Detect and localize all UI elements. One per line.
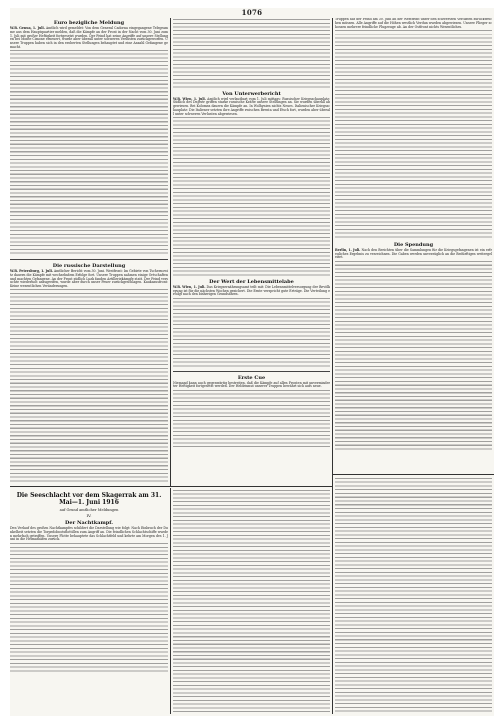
page-number: 1076 bbox=[241, 8, 263, 17]
text-lines bbox=[173, 117, 330, 277]
article-body: Nach den Berichten über die Sammlungen für die Kriegsgefangenen ist ein erfreuliches Ergebnis zu verzeichnen. Die Gaben werden unverzüglich an die Bedürftigen weitergeleitet. bbox=[335, 247, 492, 260]
column-3-lower bbox=[335, 477, 492, 714]
right-column-rule bbox=[332, 474, 494, 475]
text-lines bbox=[335, 478, 492, 712]
article-body: Den Verlauf des großen Nachtkampfes schildert die Darstellung wie folgt: Nach Einbruch der Dunkelheit setzten die Torpedobootsflottillen zum Angriff an. Die feindlichen Schlachtschiffe wurden mehrfach getroffen. Unsere Flotte behauptete das Schlachtfeld und kehrte am Morgen des 1. Juni in die Heimathäfen zurück. bbox=[10, 526, 168, 542]
article-text bbox=[173, 286, 330, 297]
article-body: Das Kriegsernährungsamt teilt mit: Die Lebensmittelversorgung der Bevölkerung ist für die nächsten Wochen gesichert. Die Ernte verspricht gute Erträge. Die Verteilung erfolgt nach den bisherigen Grundsätzen. bbox=[173, 284, 330, 297]
article-body: Amtlicher Bericht vom 30. Juni. Westfront: Im Gebiete von Tschernowitz dauern die Kämpfe mit wechselndem Erfolge fort. Unsere Truppen nahmen einige Ortschaften und machten Gefangene. An der Front südlich Luzk fanden Artilleriekämpfe statt. Der Feind versuchte wiederholt anzugreifen, wurde aber durch unser Feuer zurückgeschlagen. Kaukasusfront: Keine wesentlichen Veränderungen. bbox=[10, 269, 168, 288]
bottom-article-left bbox=[10, 489, 168, 714]
column-rule-2 bbox=[332, 18, 333, 714]
article-heading: Die russische Darstellung bbox=[52, 263, 126, 269]
article-heading: Die Spendung bbox=[393, 241, 434, 248]
article-heading: Die Seeschlacht vor dem Skagerrak am 31. Mai—1. Juni 1916 bbox=[16, 492, 162, 506]
article-text bbox=[173, 98, 330, 117]
section-rule bbox=[10, 486, 332, 487]
text-lines bbox=[173, 298, 330, 368]
dateline: W.B. Wien, 1. Juli. bbox=[173, 96, 206, 101]
article-heading: Von Unterwerbericht bbox=[222, 90, 281, 97]
text-lines bbox=[173, 490, 330, 712]
column-3 bbox=[335, 18, 492, 472]
part-title: Der Nachtkampf. bbox=[65, 520, 113, 526]
article-heading: Erste Cue bbox=[237, 374, 266, 381]
article-text bbox=[10, 270, 168, 289]
column-rule-1 bbox=[170, 18, 171, 486]
text-lines bbox=[173, 390, 330, 450]
text-lines bbox=[173, 19, 330, 89]
dateline: Berlin, 1. Juli. bbox=[335, 247, 361, 252]
newspaper-page bbox=[10, 8, 494, 716]
dateline: W.B. Genua, 1. Juli. bbox=[10, 26, 45, 30]
text-lines bbox=[335, 261, 492, 451]
article-heading: Der Wert der Lebensmittelabe bbox=[209, 278, 294, 285]
column-rule-3 bbox=[170, 488, 171, 714]
article-body: Truppen hat der Feind am 30. Juni an der Westfront unter den schwersten Verlusten zurückweichen müssen. Alle Angriffe auf die Höhen westlich Verdun wurden abgewiesen. Unsere Flieger schossen mehrere feindliche Flugzeuge ab. An der Ostfront nichts Wesentliches. bbox=[335, 18, 492, 29]
article-text bbox=[10, 27, 168, 50]
bottom-article-right bbox=[173, 489, 330, 714]
article-body: Amtlich wird gemeldet: Von dem General Cadorna eingegangene Telegramme aus dem Hauptquartier melden, daß die Kämpfe an der Front in der Nacht vom 30. Juni zum 1. Juli mit großer Heftigkeit fortgesetzt wurden. Der Feind hat seine Angriffe auf unsere Stellungen bei Monte Cimone erneuert, wurde aber überall unter schweren Verlusten zurückgeworfen. Unsere Truppen haben sich in den eroberten Stellungen behauptet und eine Anzahl Gefangene gemacht. bbox=[10, 26, 168, 49]
part-number: IV. bbox=[86, 513, 92, 518]
divider bbox=[10, 259, 168, 260]
dateline: W.B. Petersburg, 1. Juli. bbox=[10, 269, 53, 273]
text-lines bbox=[10, 543, 168, 673]
text-lines bbox=[335, 30, 492, 240]
article-heading: Euro bezigliche Meldung bbox=[53, 20, 125, 26]
dateline: W.B. Wien, 1. Juli. bbox=[173, 284, 206, 289]
text-lines bbox=[10, 289, 168, 484]
text-lines bbox=[10, 50, 168, 256]
article-body: Amtlich wird verlautbart vom 1. Juli mittags: Russischer Kriegsschauplatz: Südlich des Dnjestr griffen starke russische Kräfte unsere Stellungen an. Sie wurden überall abgewiesen. Bei Kolomea dauern die Kämpfe an. In Wolhynien nichts Neues. Italienischer Kriegsschauplatz: Die Italiener setzten ihre Angriffe zwischen Brenta und Etsch fort, wurden aber überall unter schweren Verlusten abgewiesen. bbox=[173, 96, 330, 116]
column-1 bbox=[10, 18, 168, 484]
article-text bbox=[335, 249, 492, 260]
divider bbox=[173, 371, 330, 372]
column-2 bbox=[173, 18, 330, 484]
article-subtitle: auf Grund amtlicher Meldungen bbox=[59, 508, 119, 512]
article-body: Niemand kann auch gegenwärtig bestreiten, daß die Kämpfe auf allen Fronten mit unverminderter Heftigkeit fortgesetzt werden. Der Heldenmut unserer Truppen bewährt sich aufs neue. bbox=[173, 380, 330, 389]
